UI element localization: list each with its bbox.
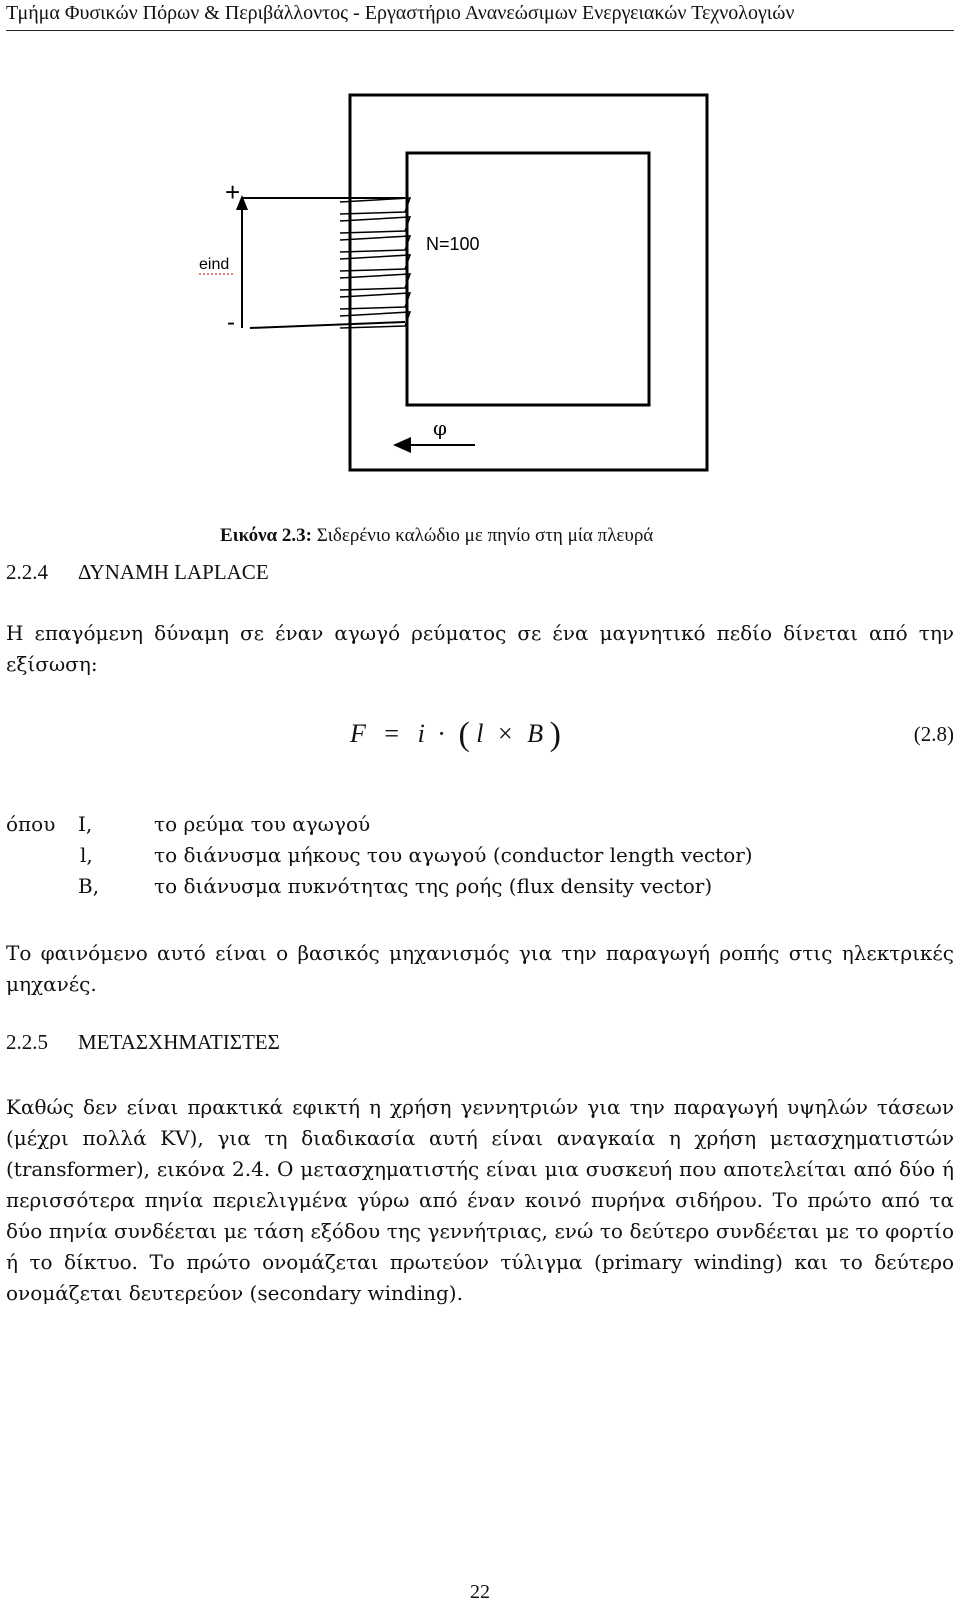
- emf-label: eind: [199, 256, 230, 273]
- section-number: 2.2.4: [6, 560, 48, 584]
- eq-open-paren: (: [458, 716, 470, 753]
- defs-lead: όπου: [6, 812, 56, 836]
- section-title: ΔΥΝΑΜΗ LAPLACE: [78, 560, 269, 584]
- plus-label: +: [225, 177, 241, 207]
- section-number: 2.2.5: [6, 1030, 48, 1054]
- eq-dot: ·: [437, 719, 446, 748]
- eq-l: l: [476, 719, 484, 748]
- eq-f: F: [350, 719, 366, 748]
- definition-symbol: I,: [78, 812, 93, 836]
- eq-cross: ×: [498, 719, 513, 748]
- eq-b: B: [527, 719, 544, 748]
- turns-label: N=100: [426, 234, 480, 254]
- caption-label: Εικόνα 2.3:: [220, 525, 312, 546]
- eq-i: i: [417, 719, 425, 748]
- eq-close-paren: ): [549, 716, 561, 753]
- section-title: ΜΕΤΑΣΧΗΜΑΤΙΣΤΕΣ: [78, 1030, 280, 1054]
- laplace-equation: [350, 716, 561, 754]
- emf-arrow: [236, 195, 248, 328]
- definition-symbol: B,: [78, 874, 100, 898]
- conclusion-paragraph: Το φαινόμενο αυτό είναι ο βασικός μηχανισμός για την παραγωγή ροπής στις ηλεκτρικές μηχανές.: [6, 941, 954, 996]
- intro-paragraph: Η επαγόμενη δύναμη σε έναν αγωγό ρεύματος σε ένα μαγνητικό πεδίο δίνεται από την εξίσωση:: [6, 621, 954, 676]
- iron-core-coil-figure: [199, 90, 740, 480]
- page-header: Τμήμα Φυσικών Πόρων & Περιβάλλοντος - Εργαστήριο Ανανεώσιμων Ενεργειακών Τεχνολογιών: [6, 2, 795, 24]
- iron-core: [350, 95, 707, 470]
- definition-text: το διάνυσμα πυκνότητας της ροής (flux density vector): [154, 874, 713, 898]
- figure-caption: [220, 525, 653, 547]
- definition-symbol: l,: [80, 843, 93, 867]
- lead-wires: [243, 198, 405, 328]
- header-divider: [6, 30, 954, 31]
- caption-text: Σιδερένιο καλώδιο με πηνίο στη μία πλευρά: [312, 525, 654, 546]
- flux-label: φ: [433, 416, 448, 440]
- eq-equals: =: [384, 719, 400, 748]
- equation-number: (2.8): [913, 722, 954, 746]
- page-number: 22: [470, 1581, 490, 1603]
- section-heading-laplace: [6, 560, 269, 585]
- section-heading-transformers: [6, 1030, 280, 1055]
- transformers-paragraph: Καθώς δεν είναι πρακτικά εφικτή η χρήση γεννητριών για την παραγωγή υψηλών τάσεων (μέχρι πολλά KV), για τη διαδικασία αυτή είναι αναγκαία η χρήση μετασχηματιστών (transformer), εικόνα 2.4. Ο μετασχηματιστής είναι μια συσκευή που αποτελείται από δύο ή περισσότερα πηνία περιελιγμένα γύρω από έναν κοινό πυρήνα σιδήρου. Το πρώτο από τα δύο πηνία συνδέεται με τάση εξόδου της γεννήτριας, ενώ το δεύτερο συνδέεται με το φορτίο ή το δίκτυο. Το πρώτο ονομάζεται πρωτεύον τύλιγμα (primary winding) και το δεύτερο ονομάζεται δευτερεύον (secondary winding).: [6, 1095, 954, 1305]
- minus-label: -: [227, 309, 235, 336]
- definition-text: το ρεύμα του αγωγού: [154, 812, 371, 836]
- definition-text: το διάνυσμα μήκους του αγωγού (conductor length vector): [154, 843, 753, 867]
